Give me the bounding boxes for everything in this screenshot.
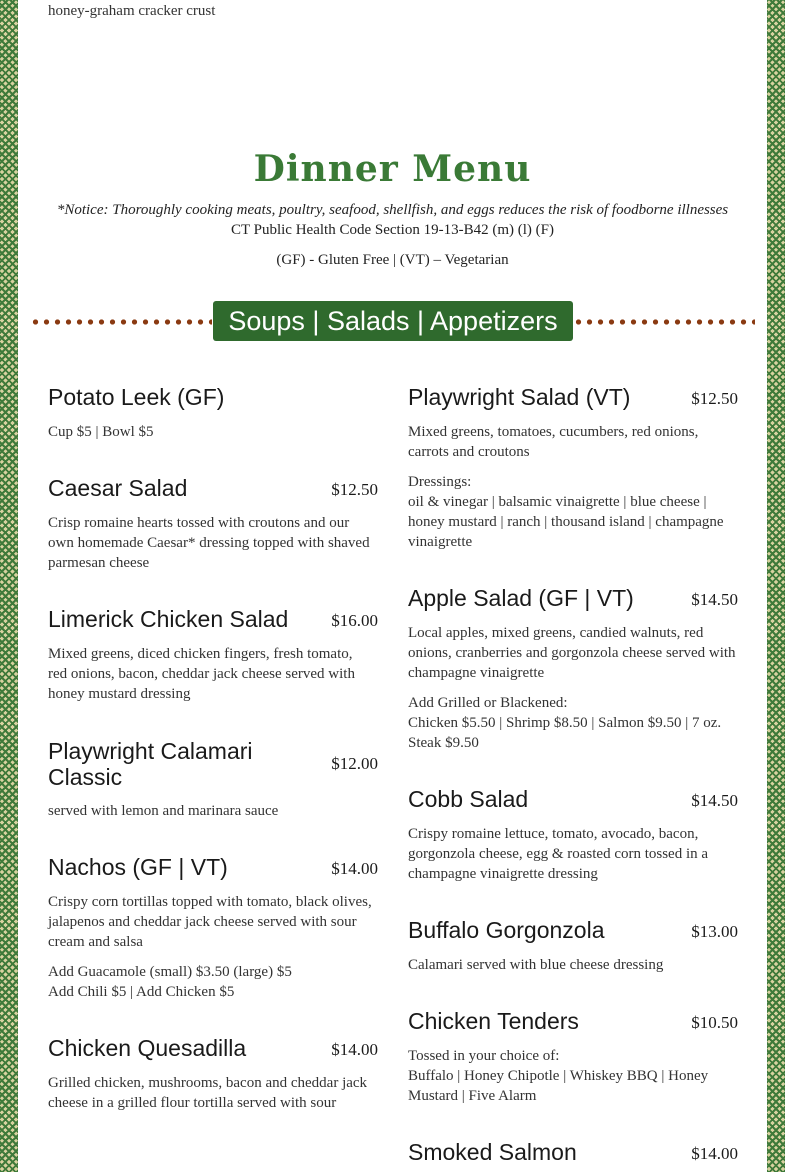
item-name: Smoked Salmon xyxy=(408,1139,577,1165)
menu-item xyxy=(408,1008,738,1118)
item-price: $10.50 xyxy=(691,1013,738,1032)
item-description: Crispy corn tortillas topped with tomato, black olives, jalapenos and cheddar jack cheese served with sour cream and salsa xyxy=(48,894,372,950)
menu-item xyxy=(48,1035,378,1135)
item-description: Local apples, mixed greens, candied walnuts, red onions, cranberries and gorgonzola cheese served with champagne vinaigrette xyxy=(408,625,736,681)
menu-item xyxy=(48,475,378,575)
item-price: $12.50 xyxy=(691,389,738,408)
menu-item xyxy=(48,854,378,1004)
item-description: Cup $5 | Bowl $5 xyxy=(48,424,154,440)
menu-item xyxy=(408,585,738,755)
item-dressings: Dressings: oil & vinegar | balsamic vinaigrette | blue cheese | honey mustard | ranch | thousand island | champagne vinaigrette xyxy=(408,474,724,550)
section-header: Soups | Salads | Appetizers xyxy=(213,301,573,341)
item-name: Playwright Salad (VT) xyxy=(408,384,631,410)
menu-title: Dinner Menu xyxy=(253,148,532,190)
item-price: $14.50 xyxy=(691,791,738,810)
menu-item xyxy=(408,917,738,987)
diet-legend: (GF) - Gluten Free | (VT) – Vegetarian xyxy=(276,252,509,268)
menu-page xyxy=(18,0,767,1172)
item-name: Potato Leek (GF) xyxy=(48,384,225,410)
item-name: Cobb Salad xyxy=(408,786,529,812)
item-description: Mixed greens, tomatoes, cucumbers, red onions, carrots and croutons xyxy=(408,424,699,460)
health-code: CT Public Health Code Section 19-13-B42 (m) (l) (F) xyxy=(230,222,554,238)
item-name: Chicken Tenders xyxy=(408,1008,579,1034)
item-description: Grilled chicken, mushrooms, bacon and cheddar jack cheese in a grilled flour tortilla served with sour xyxy=(48,1075,368,1111)
item-price: $16.00 xyxy=(331,611,378,630)
item-price: $14.50 xyxy=(691,590,738,609)
item-price: $12.50 xyxy=(331,480,378,499)
item-description: Calamari served with blue cheese dressing xyxy=(408,957,664,973)
item-price: $14.00 xyxy=(331,859,378,878)
item-description: Crisp romaine hearts tossed with croutons and our own homemade Caesar* dressing topped with shaved parmesan cheese xyxy=(48,515,370,571)
item-name: Nachos (GF | VT) xyxy=(48,854,228,880)
menu-item xyxy=(48,738,378,828)
item-description: Crispy romaine lettuce, tomato, avocado, bacon, gorgonzola cheese, egg & roasted corn tossed in a champagne vinaigrette dressing xyxy=(408,826,709,882)
menu-item xyxy=(408,1139,738,1172)
decorative-border-left xyxy=(0,0,18,1172)
decorative-border-right xyxy=(767,0,785,1172)
item-name: Buffalo Gorgonzola xyxy=(408,917,605,943)
item-name: Chicken Quesadilla xyxy=(48,1035,247,1061)
dotted-divider-left xyxy=(30,319,212,325)
item-price: $12.00 xyxy=(331,754,378,773)
item-name: Limerick Chicken Salad xyxy=(48,606,289,632)
previous-item-description: honey-graham cracker crust xyxy=(48,3,216,19)
item-name: Apple Salad (GF | VT) xyxy=(408,585,634,611)
menu-item xyxy=(48,384,378,454)
item-price: $14.00 xyxy=(691,1144,738,1163)
item-description: Mixed greens, diced chicken fingers, fresh tomato, red onions, bacon, cheddar jack cheese served with honey mustard dressing xyxy=(48,646,355,702)
item-price: $13.00 xyxy=(691,922,738,941)
health-notice: *Notice: Thoroughly cooking meats, poultry, seafood, shellfish, and eggs reduces the risk of foodborne illnesses xyxy=(56,202,729,218)
item-name: Playwright Calamari Classic xyxy=(48,738,253,790)
menu-item xyxy=(48,606,378,706)
item-description: Tossed in your choice of: Buffalo | Honey Chipotle | Whiskey BBQ | Honey Mustard | Five Alarm xyxy=(408,1048,709,1104)
item-addons: Add Grilled or Blackened: Chicken $5.50 | Shrimp $8.50 | Salmon $9.50 | 7 oz. Steak $9.50 xyxy=(408,695,722,751)
menu-item xyxy=(408,384,738,554)
dotted-divider-right xyxy=(573,319,755,325)
item-description: served with lemon and marinara sauce xyxy=(48,803,279,819)
item-addons: Add Guacamole (small) $3.50 (large) $5 Add Chili $5 | Add Chicken $5 xyxy=(48,964,292,1000)
item-name: Caesar Salad xyxy=(48,475,188,501)
menu-item xyxy=(408,786,738,886)
item-price: $14.00 xyxy=(331,1040,378,1059)
